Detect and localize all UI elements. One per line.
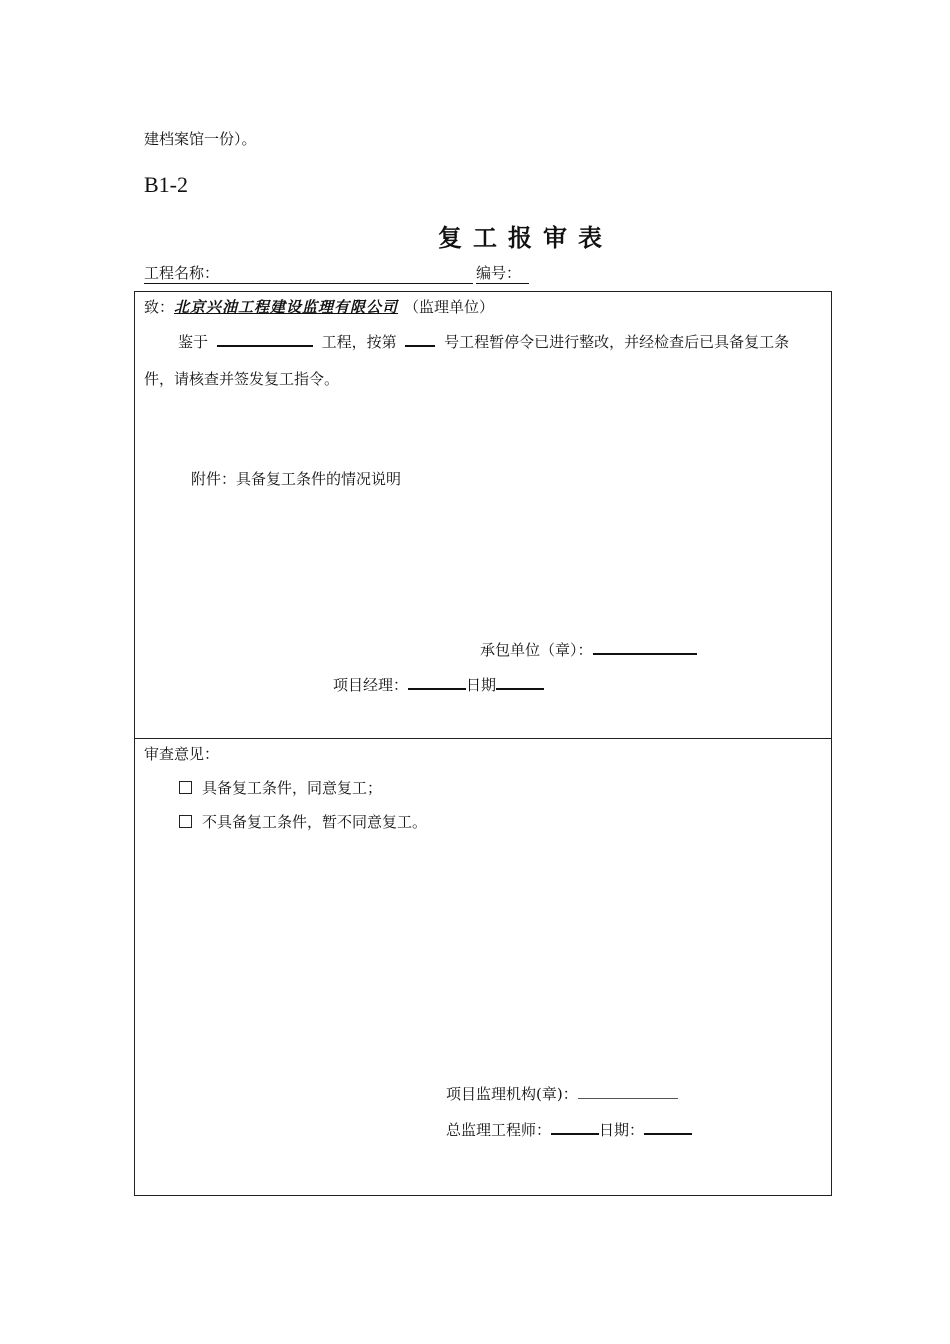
option-approve-label: 具备复工条件，同意复工； (202, 779, 383, 797)
paragraph-line2: 件，请核查并签发复工指令。 (144, 370, 340, 388)
agency-label: 项目监理机构(章)： (446, 1085, 578, 1103)
checkbox-approve[interactable] (179, 781, 192, 794)
top-text: 建档案馆一份）。 (144, 130, 257, 148)
date-label: 日期 (466, 676, 497, 694)
manager-label: 项目经理： (333, 676, 409, 694)
manager-row (333, 673, 544, 695)
review-section (134, 738, 832, 1196)
to-row (144, 296, 494, 317)
para-part3: 号工程暂停令已进行整改，并经检查后已具备复工条 (444, 333, 790, 351)
attachment-note: 附件：具备复工条件的情况说明 (191, 470, 402, 488)
chief-field[interactable] (551, 1118, 599, 1135)
number-row (476, 262, 529, 284)
project-blank[interactable] (217, 330, 313, 347)
chief-row (446, 1118, 692, 1140)
supervisor-company: 北京兴油工程建设监理有限公司 (174, 298, 399, 316)
paragraph-line1 (178, 330, 789, 352)
to-label: 致： (144, 298, 175, 316)
form-code: B1-2 (144, 172, 188, 197)
project-name-row (144, 262, 473, 284)
checkbox-reject[interactable] (179, 815, 192, 828)
review-label: 审查意见： (144, 745, 220, 763)
contractor-label: 承包单位（章）： (480, 641, 593, 659)
contractor-row (480, 638, 697, 660)
review-date-label: 日期： (599, 1121, 645, 1139)
application-section (134, 291, 832, 739)
para-part2: 工程，按第 (321, 333, 397, 351)
project-name-label: 工程名称： (144, 264, 220, 282)
para-part1: 鉴于 (178, 333, 209, 351)
form-title: 复工报审表 (438, 223, 613, 252)
option-approve[interactable] (179, 777, 382, 798)
order-number-blank[interactable] (405, 330, 435, 347)
contractor-field[interactable] (593, 638, 697, 655)
option-reject-label: 不具备复工条件，暂不同意复工。 (202, 813, 428, 831)
date-field[interactable] (496, 673, 544, 690)
chief-label: 总监理工程师： (446, 1121, 552, 1139)
review-date-field[interactable] (644, 1118, 692, 1135)
unit-note: （监理单位） (404, 298, 495, 316)
agency-row (446, 1083, 678, 1104)
option-reject[interactable] (179, 811, 427, 832)
number-label: 编号： (476, 264, 522, 282)
agency-field[interactable] (578, 1083, 678, 1099)
manager-field[interactable] (408, 673, 466, 690)
